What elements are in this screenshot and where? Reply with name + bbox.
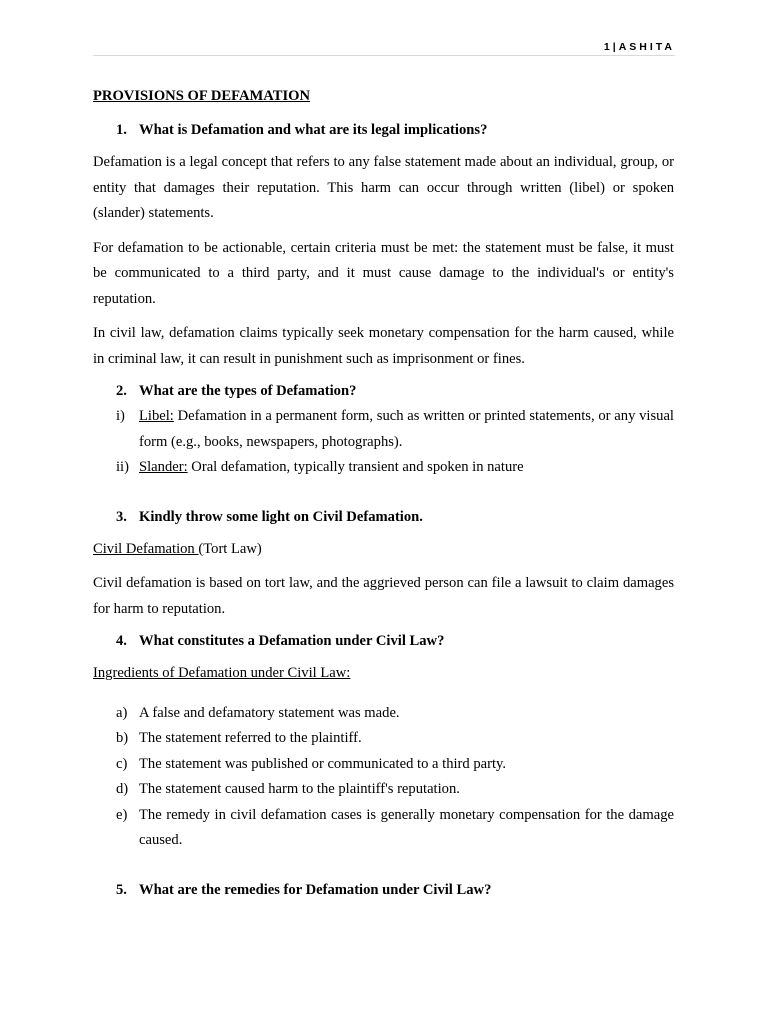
header-separator: | (612, 41, 619, 53)
paragraph: Defamation is a legal concept that refers to any false statement made about an individual, group, or entity that damages their reputation. This harm can occur through written (libel) or spoken (slander) statements. (93, 154, 674, 221)
section-subheading: Ingredients of Defamation under Civil Law: (93, 665, 351, 681)
paragraph: Civil defamation is based on tort law, and the aggrieved person can file a lawsuit to claim damages for harm to reputation. (93, 575, 674, 617)
question-5: 5. What are the remedies for Defamation under Civil Law? (116, 881, 492, 898)
question-3: 3. Kindly throw some light on Civil Defamation. (116, 508, 423, 525)
list-item: c) The statement was published or communicated to a third party. (116, 755, 507, 772)
list-item: b) The statement referred to the plaintiff. (116, 730, 362, 746)
paragraph: For defamation to be actionable, certain criteria must be met: the statement must be false, it must be communicated to a third party, and it must cause damage to the individual's or entity's reputation. (93, 239, 674, 307)
question-2: 2. What are the types of Defamation? (116, 383, 357, 399)
list-item: a) A false and defamatory statement was made. (116, 704, 400, 721)
document-body (93, 86, 674, 900)
list-item: d) The statement caused harm to the plaintiff's reputation. (116, 781, 460, 797)
question-1: 1. What is Defamation and what are its legal implications? (116, 122, 488, 138)
page-header (93, 41, 675, 56)
page-number: 1 (603, 41, 613, 53)
section-subheading: Civil Defamation (Tort Law) (93, 540, 262, 557)
question-4: 4. What constitutes a Defamation under Civil Law? (116, 633, 445, 649)
header-author: ASHITA (618, 41, 675, 53)
document-title: PROVISIONS OF DEFAMATION (93, 88, 311, 104)
list-item: ii) Slander: Oral defamation, typically transient and spoken in nature (116, 459, 524, 475)
list-item: e) The remedy in civil defamation cases is generally monetary compensation for the damage caused. (116, 806, 674, 848)
list-item: i) Libel: Defamation in a permanent form, such as written or printed statements, or any visual form (e.g., books, newspapers, photographs). (116, 408, 674, 450)
paragraph: In civil law, defamation claims typically seek monetary compensation for the harm caused, while in criminal law, it can result in punishment such as imprisonment or fines. (93, 325, 674, 367)
